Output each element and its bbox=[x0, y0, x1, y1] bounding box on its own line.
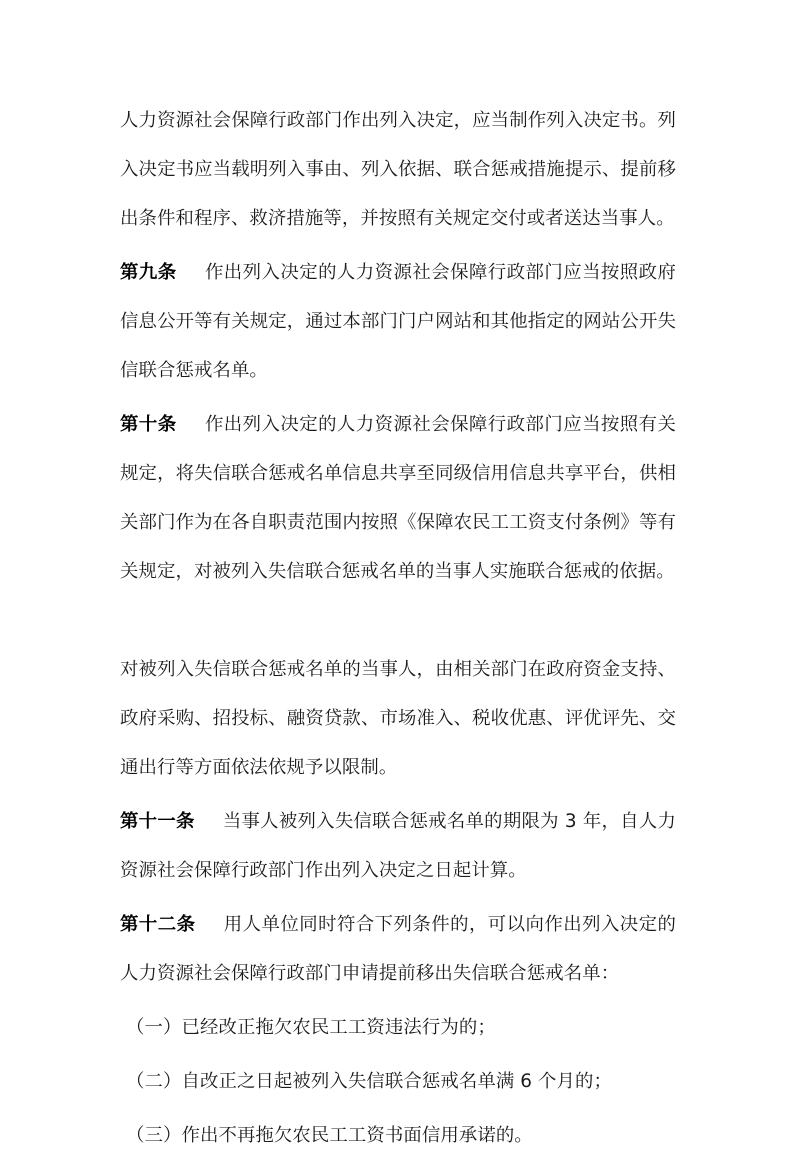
list-item: （三）作出不再拖欠农民工工资书面信用承诺的。 bbox=[126, 1125, 533, 1146]
article-ten-label: 第十条 bbox=[120, 414, 177, 435]
paragraph-listing-decision: 人力资源社会保障行政部门作出列入决定，应当制作列入决定书。列入决定书应当载明列入事由、列入依据、联合惩戒措施提示、提前移出条件和程序、救济措施等，并按照有关规定交付或者送达当事人。 bbox=[120, 110, 676, 229]
article-twelve-label: 第十二条 bbox=[120, 914, 196, 935]
article-eleven-paragraph bbox=[120, 797, 676, 895]
article-eleven-label: 第十一条 bbox=[120, 811, 195, 832]
article-nine-label: 第九条 bbox=[120, 262, 177, 283]
article-twelve-paragraph bbox=[120, 900, 676, 998]
list-item: （二）自改正之日起被列入失信联合惩戒名单满 6 个月的； bbox=[126, 1071, 612, 1092]
article-nine-text: 作出列入决定的人力资源社会保障行政部门应当按照政府信息公开等有关规定，通过本部门门户网站和其他指定的网站公开失信联合惩戒名单。 bbox=[120, 262, 676, 381]
article-twelve-text: 用人单位同时符合下列条件的，可以向作出列入决定的人力资源社会保障行政部门申请提前移出失信联合惩戒名单： bbox=[120, 914, 676, 984]
paragraph-separator bbox=[120, 596, 676, 645]
article-ten-paragraph bbox=[120, 400, 676, 596]
article-nine-paragraph bbox=[120, 248, 676, 395]
conditions-list bbox=[120, 1003, 676, 1160]
paragraph-restriction-measures: 对被列入失信联合惩戒名单的当事人，由相关部门在政府资金支持、政府采购、招投标、融资贷款、市场准入、税收优惠、评优评先、交通出行等方面依法依规予以限制。 bbox=[120, 659, 676, 778]
article-ten-text: 作出列入决定的人力资源社会保障行政部门应当按照有关规定，将失信联合惩戒名单信息共享至同级信用信息共享平台，供相关部门作为在各自职责范围内按照《保障农民工工资支付条例》等有关规定，对被列入失信联合惩戒名单的当事人实施联合惩戒的依据。 bbox=[120, 414, 676, 582]
article-eleven-text: 当事人被列入失信联合惩戒名单的期限为 3 年，自人力资源社会保障行政部门作出列入决定之日起计算。 bbox=[120, 811, 676, 881]
list-item: （一）已经改正拖欠农民工工资违法行为的； bbox=[126, 1017, 496, 1038]
document-body bbox=[120, 96, 676, 1160]
